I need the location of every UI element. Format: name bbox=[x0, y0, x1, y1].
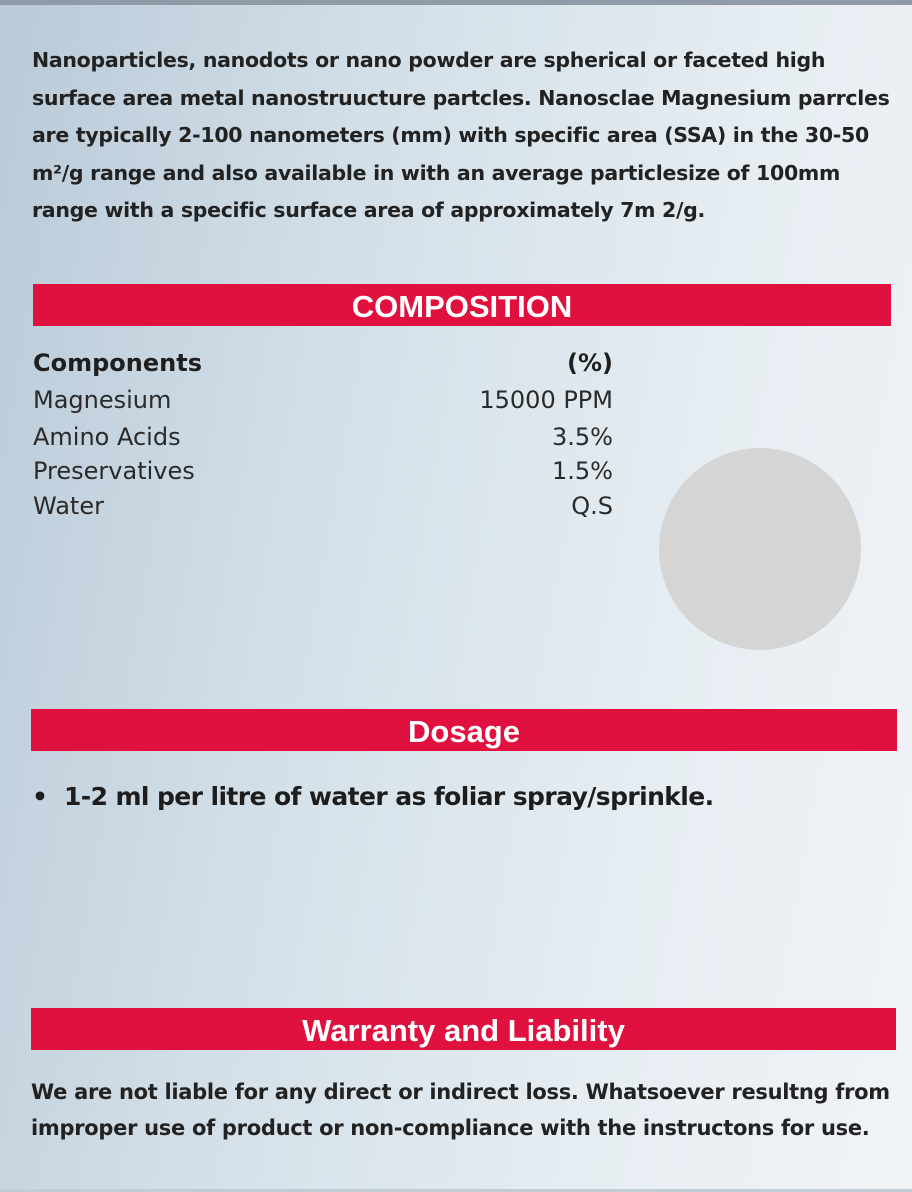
product-image-placeholder bbox=[659, 448, 861, 650]
dosage-text: 1-2 ml per litre of water as foliar spray/sprinkle. bbox=[64, 782, 714, 811]
composition-table bbox=[33, 345, 613, 525]
intro-paragraph: Nanoparticles, nanodots or nano powder are spherical or faceted high surface area metal nanostruucture partcles. Nanosclae Magnesium parrcles are typically 2-100 nanometers (mm) with specific area (SSA) in the 30-50 m²/g range and also available in with an average particlesize of 100mm range with a specific surface area of approximately 7m 2/g. bbox=[32, 48, 890, 222]
composition-row-preservatives bbox=[33, 456, 613, 488]
component-value: 1.5% bbox=[552, 457, 613, 485]
component-value: 15000 PPM bbox=[479, 386, 613, 414]
component-value: Q.S bbox=[571, 492, 613, 520]
composition-banner: COMPOSITION bbox=[33, 284, 891, 326]
bullet-icon: • bbox=[32, 782, 48, 811]
composition-row-magnesium bbox=[33, 382, 613, 419]
component-name: Preservatives bbox=[33, 457, 195, 485]
component-value: 3.5% bbox=[552, 423, 613, 451]
composition-row-water bbox=[33, 488, 613, 525]
component-name: Magnesium bbox=[33, 386, 172, 414]
warranty-banner: Warranty and Liability bbox=[31, 1008, 896, 1050]
dosage-banner: Dosage bbox=[31, 709, 897, 751]
warranty-paragraph: We are not liable for any direct or indirect loss. Whatsoever resultng from improper use of product or non-compliance with the instructons for use. bbox=[31, 1080, 890, 1140]
top-border bbox=[0, 0, 912, 5]
percent-header: (%) bbox=[567, 349, 613, 377]
composition-header-row bbox=[33, 345, 613, 382]
component-name: Amino Acids bbox=[33, 423, 181, 451]
composition-row-amino-acids bbox=[33, 419, 613, 456]
components-header: Components bbox=[33, 349, 202, 377]
component-name: Water bbox=[33, 492, 104, 520]
dosage-list-item bbox=[32, 782, 714, 811]
